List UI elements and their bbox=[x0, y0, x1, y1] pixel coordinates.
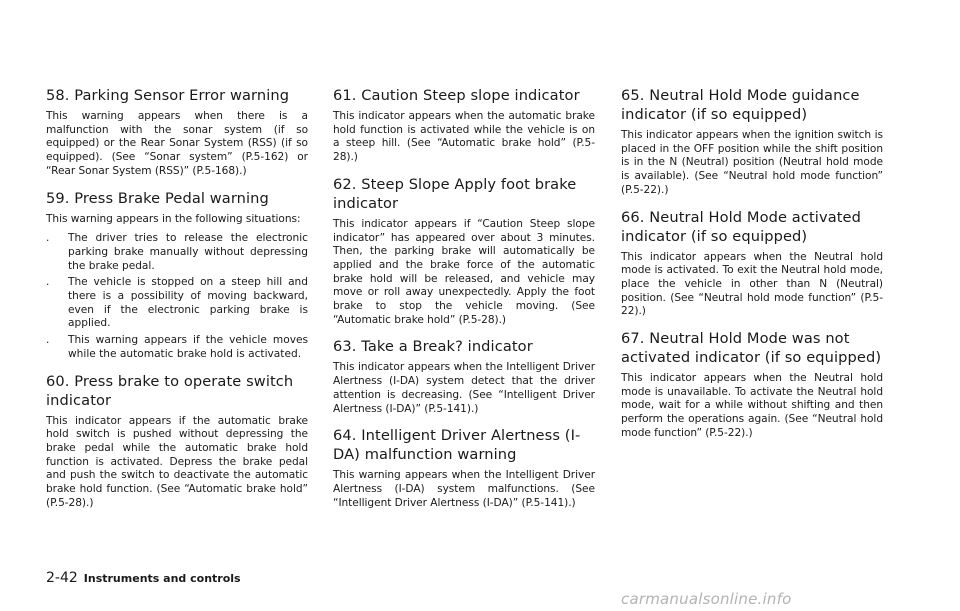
chapter-title: Instruments and controls bbox=[83, 572, 241, 585]
section-62 bbox=[333, 175, 595, 328]
section-body: This indicator appears when the Neutral hold mode is activated. To exit the Neutral hold mode, place the vehicle in other than N (Neutral) position. (See “Neutral hold mode function” (P.5-22).) bbox=[621, 250, 883, 318]
list-item bbox=[46, 232, 308, 273]
section-body: This indicator appears if “Caution Steep slope indicator” has appeared over about 3 minutes. Then, the parking brake will automatically be applied and the brake force of the automatic brake hold will be released, and vehicle may move or roll away unexpectedly. Apply the foot brake to stop the vehicle moving. (See “Automatic brake hold” (P.5-28).) bbox=[333, 217, 595, 326]
section-body: This indicator appears when the automatic brake hold function is activated while the vehicle is on a steep hill. (See “Automatic brake hold” (P.5-28).) bbox=[333, 110, 595, 164]
section-66 bbox=[621, 208, 883, 320]
section-heading: 66. Neutral Hold Mode activated indicator (if so equipped) bbox=[621, 208, 861, 245]
section-body: This indicator appears when the Intelligent Driver Alertness (I-DA) system detect that the driver attention is decreasing. (See “Intelligent Driver Alertness (I-DA)” (P.5-141).) bbox=[333, 361, 595, 415]
bullet-marker: . bbox=[46, 334, 50, 347]
section-body: This warning appears in the following situations: bbox=[46, 212, 301, 225]
section-63 bbox=[333, 337, 595, 416]
section-67 bbox=[621, 329, 883, 441]
section-body: This indicator appears if the automatic brake hold switch is pushed without depressing the brake pedal while the automatic brake hold function is activated. Depress the brake pedal and push the switch to deactivate the automatic brake hold function. (See “Automatic brake hold” (P.5-28).) bbox=[46, 414, 308, 509]
column-right bbox=[621, 86, 883, 451]
section-heading: 64. Intelligent Driver Alertness (I-DA) malfunction warning bbox=[333, 427, 581, 464]
section-65 bbox=[621, 86, 883, 198]
section-58 bbox=[46, 86, 308, 179]
section-heading: 62. Steep Slope Apply foot brake indicator bbox=[333, 175, 577, 212]
section-heading: 61. Caution Steep slope indicator bbox=[333, 87, 580, 104]
bullet-marker: . bbox=[46, 232, 50, 245]
section-body: This indicator appears when the Neutral hold mode is unavailable. To activate the Neutral hold mode, wait for a while without shifting and then perform the operations again. (See “Neutral hold mode function” (P.5-22).) bbox=[621, 372, 883, 439]
section-60 bbox=[46, 372, 308, 511]
list-item-text: The driver tries to release the electronic parking brake manually without depressing the brake pedal. bbox=[68, 232, 308, 272]
list-item-text: The vehicle is stopped on a steep hill and there is a possibility of moving backward, even if the electronic parking brake is applied. bbox=[68, 276, 308, 330]
section-heading: 60. Press brake to operate switch indicator bbox=[46, 372, 294, 409]
section-heading: 63. Take a Break? indicator bbox=[333, 338, 533, 356]
column-middle bbox=[333, 86, 595, 520]
section-heading: 65. Neutral Hold Mode guidance indicator (if so equipped) bbox=[621, 87, 860, 123]
bullet-list bbox=[46, 232, 308, 361]
page-footer bbox=[46, 567, 241, 586]
section-heading: 58. Parking Sensor Error warning bbox=[46, 87, 290, 104]
watermark: carmanualsonline.info bbox=[621, 590, 792, 608]
page-number: 2-42 bbox=[46, 570, 78, 586]
section-body: This indicator appears when the ignition switch is placed in the OFF position while the shift position is in the N (Neutral) position (Neutral hold mode is available). (See “Neutral hold mode function” (P.5-22).) bbox=[621, 129, 883, 196]
list-item-text: This warning appears if the vehicle moves while the automatic brake hold is activated. bbox=[68, 334, 308, 360]
section-64 bbox=[333, 426, 595, 510]
list-item bbox=[46, 334, 308, 361]
section-heading: 59. Press Brake Pedal warning bbox=[46, 189, 269, 207]
bullet-marker: . bbox=[46, 276, 50, 289]
section-body: This warning appears when there is a malfunction with the sonar system (if so equipped) or the Rear Sonar System (RSS) (if so equipped). (See “Sonar system” (P.5-162) or “Rear Sonar System (RSS)” (P.5-168).) bbox=[46, 110, 308, 177]
column-left bbox=[46, 86, 308, 520]
section-body: This warning appears when the Intelligent Driver Alertness (I-DA) system malfunctions. (See “Intelligent Driver Alertness (I-DA)” (P.5-141).) bbox=[333, 469, 595, 509]
section-59 bbox=[46, 189, 308, 362]
section-heading: 67. Neutral Hold Mode was not activated indicator (if so equipped) bbox=[621, 330, 882, 367]
list-item bbox=[46, 276, 308, 331]
section-61 bbox=[333, 86, 595, 165]
